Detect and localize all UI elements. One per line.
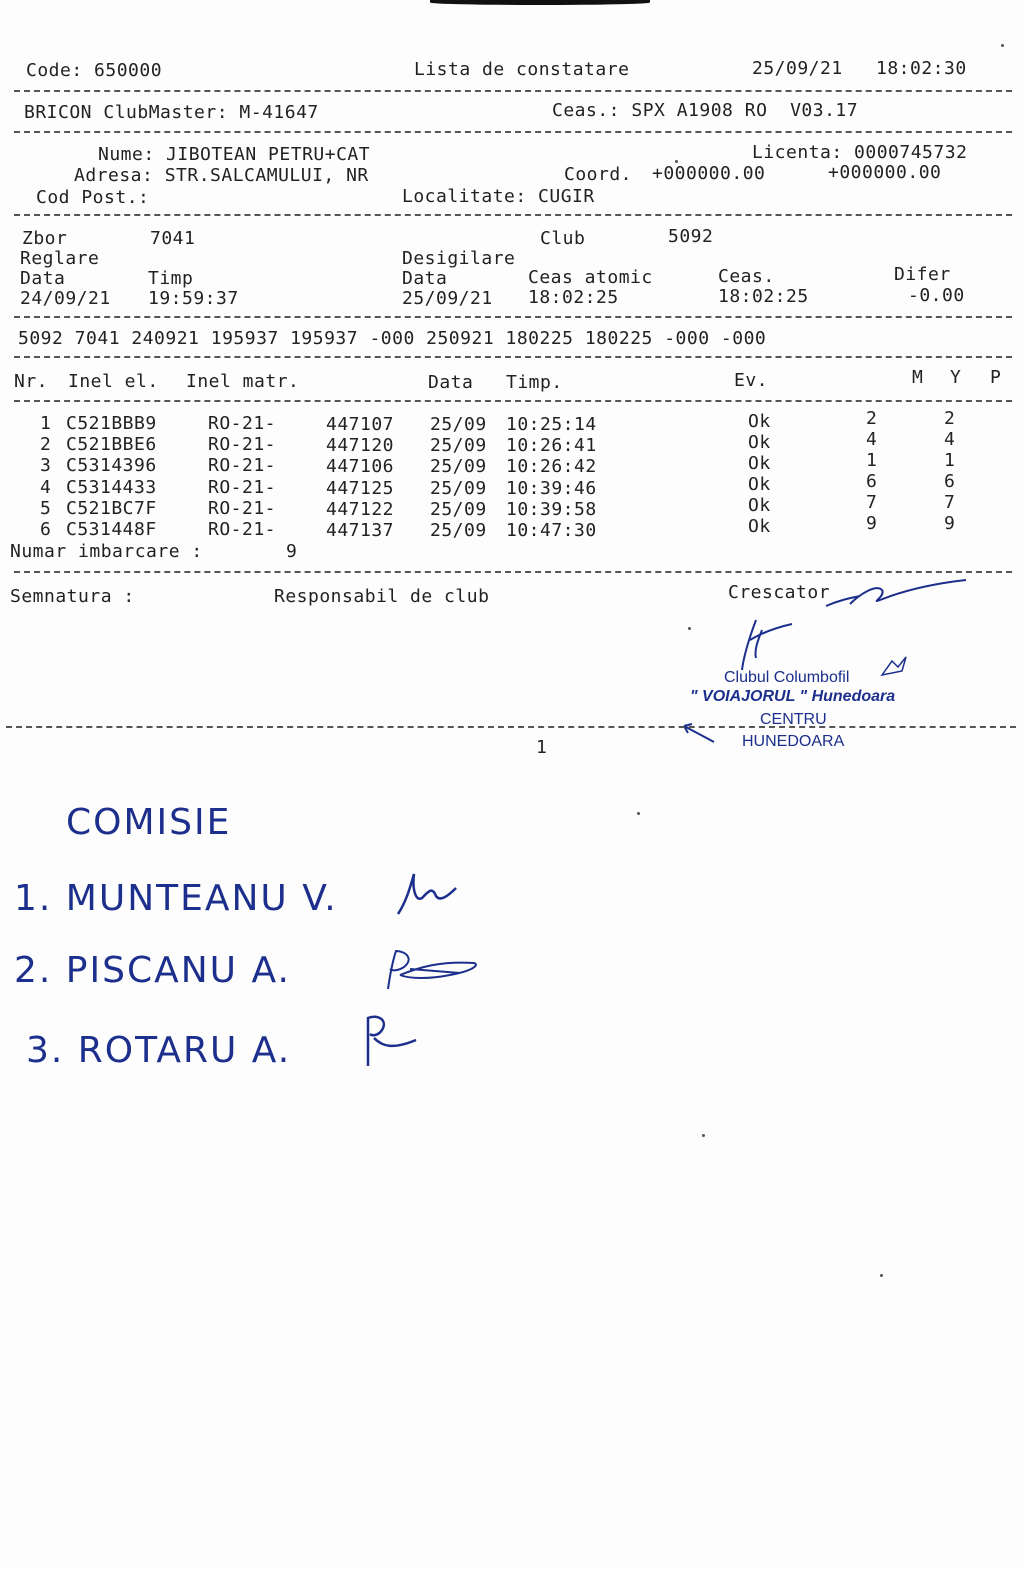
row-ring-electronic: C5314433 <box>66 477 157 498</box>
row-y: 7 <box>944 492 956 513</box>
divider <box>14 214 1012 216</box>
unsealing-date-label: Data <box>402 268 448 289</box>
divider <box>14 131 1012 133</box>
clock-info: Ceas.: SPX A1908 RO V03.17 <box>552 100 859 121</box>
scan-speck <box>880 1274 883 1277</box>
row-event: Ok <box>748 411 771 432</box>
row-ring-prefix: RO-21- <box>208 477 277 498</box>
scan-speck <box>688 627 691 630</box>
commission-title: COMISIE <box>66 802 232 843</box>
row-y: 1 <box>944 450 956 471</box>
row-y: 9 <box>944 513 956 534</box>
col-ring-number: Inel matr. <box>186 371 300 392</box>
pigeon-icon <box>880 655 910 679</box>
divider <box>14 356 1012 358</box>
unsealing-label: Desigilare <box>402 248 516 269</box>
row-date: 25/09 <box>430 499 487 520</box>
signature-label: Semnatura : <box>10 586 135 607</box>
row-ring-number: 447107 <box>326 414 395 435</box>
flight-number: 7041 <box>150 228 196 249</box>
member-2-signature <box>380 945 490 995</box>
row-event: Ok <box>748 495 771 516</box>
col-time: Timp. <box>506 372 563 393</box>
col-y: Y <box>950 367 962 388</box>
club-official-label: Responsabil de club <box>274 586 490 607</box>
row-ring-electronic: C531448F <box>66 519 157 540</box>
col-ring-electronic: Inel el. <box>68 371 159 392</box>
commission-member-2: 2. PISCANU A. <box>14 950 291 991</box>
scan-speck <box>675 160 678 163</box>
row-nr: 2 <box>40 434 52 455</box>
coord-x: +000000.00 <box>652 163 766 184</box>
row-nr: 3 <box>40 455 52 476</box>
row-m: 6 <box>866 471 878 492</box>
clock-time: 18:02:25 <box>718 286 809 307</box>
breeder-signature <box>700 570 1000 680</box>
row-y: 4 <box>944 429 956 450</box>
row-m: 9 <box>866 513 878 534</box>
row-time: 10:25:14 <box>506 414 597 435</box>
commission-member-1: 1. MUNTEANU V. <box>14 878 338 919</box>
boarding-count: 9 <box>286 541 298 562</box>
row-m: 4 <box>866 429 878 450</box>
club-label: Club <box>540 228 586 249</box>
postal-code-label: Cod Post.: <box>36 187 150 208</box>
code-label: Code: 650000 <box>26 60 163 81</box>
difference-label: Difer <box>894 264 951 285</box>
bricon-clubmaster: BRICON ClubMaster: M-41647 <box>24 102 319 123</box>
row-date: 25/09 <box>430 478 487 499</box>
col-date: Data <box>428 372 474 393</box>
document-title: Lista de constatare <box>414 59 630 80</box>
row-ring-electronic: C521BC7F <box>66 498 157 519</box>
stamp-arrow <box>680 720 720 746</box>
setting-time: 19:59:37 <box>148 288 239 309</box>
divider <box>14 316 1012 318</box>
summary-code-line: 5092 7041 240921 195937 195937 -000 250921 180225 180225 -000 -000 <box>18 328 767 349</box>
member-1-signature <box>392 868 472 920</box>
row-ring-number: 447122 <box>326 499 395 520</box>
clock-label: Ceas. <box>718 266 775 287</box>
member-3-signature <box>356 1010 426 1070</box>
row-date: 25/09 <box>430 435 487 456</box>
locality: Localitate: CUGIR <box>402 186 595 207</box>
setting-time-label: Timp <box>148 268 194 289</box>
col-nr: Nr. <box>14 371 49 392</box>
row-event: Ok <box>748 516 771 537</box>
owner-address: Adresa: STR.SALCAMULUI, NR <box>74 165 369 186</box>
setting-label: Reglare <box>20 248 100 269</box>
boarding-count-label: Numar imbarcare : <box>10 541 203 562</box>
setting-date-label: Data <box>20 268 66 289</box>
row-time: 10:39:46 <box>506 478 597 499</box>
breeder-label: Crescator <box>728 582 831 603</box>
row-ring-electronic: C521BBE6 <box>66 434 157 455</box>
scan-speck <box>637 812 640 815</box>
page-number: 1 <box>536 737 548 758</box>
col-p: P <box>990 367 1002 388</box>
row-ring-electronic: C5314396 <box>66 455 157 476</box>
row-time: 10:47:30 <box>506 520 597 541</box>
commission-member-3: 3. ROTARU A. <box>26 1030 292 1071</box>
row-event: Ok <box>748 432 771 453</box>
row-event: Ok <box>748 453 771 474</box>
paper-edge-shadow <box>430 0 650 5</box>
row-ring-electronic: C521BBB9 <box>66 413 157 434</box>
row-m: 1 <box>866 450 878 471</box>
stamp-line-2: " VOIAJORUL " Hunedoara <box>690 688 896 705</box>
header-time: 18:02:30 <box>876 58 967 79</box>
row-nr: 5 <box>40 498 52 519</box>
header-date: 25/09/21 <box>752 58 843 79</box>
divider <box>6 726 1016 728</box>
row-nr: 4 <box>40 477 52 498</box>
row-date: 25/09 <box>430 456 487 477</box>
divider <box>14 90 1012 92</box>
unsealing-date: 25/09/21 <box>402 288 493 309</box>
license-number: Licenta: 0000745732 <box>752 142 968 163</box>
setting-date: 24/09/21 <box>20 288 111 309</box>
coord-label: Coord. <box>564 164 633 185</box>
divider <box>14 400 1012 402</box>
row-date: 25/09 <box>430 520 487 541</box>
difference-value: -0.00 <box>908 285 965 306</box>
scan-speck <box>1001 44 1004 47</box>
row-time: 10:26:41 <box>506 435 597 456</box>
stamp-line-3: CENTRU <box>760 711 827 728</box>
row-m: 2 <box>866 408 878 429</box>
row-ring-number: 447125 <box>326 478 395 499</box>
row-ring-number: 447120 <box>326 435 395 456</box>
atomic-clock-time: 18:02:25 <box>528 287 619 308</box>
row-ring-prefix: RO-21- <box>208 413 277 434</box>
row-ring-prefix: RO-21- <box>208 498 277 519</box>
flight-label: Zbor <box>22 228 68 249</box>
row-date: 25/09 <box>430 414 487 435</box>
row-m: 7 <box>866 492 878 513</box>
row-ring-prefix: RO-21- <box>208 434 277 455</box>
row-nr: 1 <box>40 413 52 434</box>
row-ring-prefix: RO-21- <box>208 455 277 476</box>
coord-y: +000000.00 <box>828 162 942 183</box>
scan-speck <box>702 1134 705 1137</box>
row-y: 6 <box>944 471 956 492</box>
row-ring-prefix: RO-21- <box>208 519 277 540</box>
club-number: 5092 <box>668 226 714 247</box>
row-nr: 6 <box>40 519 52 540</box>
row-event: Ok <box>748 474 771 495</box>
row-ring-number: 447106 <box>326 456 395 477</box>
row-y: 2 <box>944 408 956 429</box>
row-ring-number: 447137 <box>326 520 395 541</box>
owner-name: Nume: JIBOTEAN PETRU+CAT <box>98 144 371 165</box>
atomic-clock-label: Ceas atomic <box>528 267 653 288</box>
col-m: M <box>912 367 924 388</box>
stamp-line-4: HUNEDOARA <box>742 733 845 750</box>
row-time: 10:39:58 <box>506 499 597 520</box>
row-time: 10:26:42 <box>506 456 597 477</box>
col-event: Ev. <box>734 370 769 391</box>
stamp-line-1: Clubul Columbofil <box>724 669 850 686</box>
